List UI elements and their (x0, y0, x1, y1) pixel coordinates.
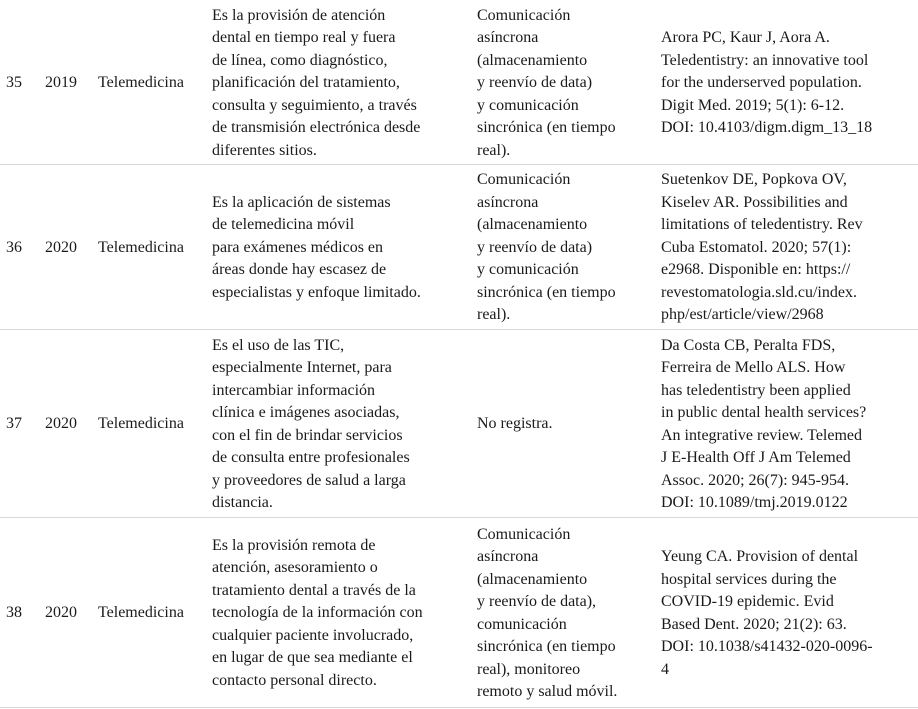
reference-line: for the underserved population. (661, 74, 862, 92)
definition-line: con el fin de brindar servicios (212, 426, 403, 444)
row-number: 36 (6, 238, 22, 256)
modality-line: y reenvío de data) (477, 74, 593, 92)
modality-line: (almacenamiento (477, 570, 588, 588)
modality-cell (477, 3, 657, 164)
modality-text (477, 524, 617, 704)
reference-line: has teledentistry been applied (661, 381, 851, 399)
modality-line: Comunicación (477, 525, 571, 543)
row-number-cell (6, 3, 36, 164)
definition-text (212, 535, 423, 693)
row-number: 35 (6, 74, 22, 92)
definition-line: intercambiar información (212, 381, 376, 399)
definition-line: de consulta entre profesionales (212, 449, 410, 466)
reference-line: COVID-19 epidemic. Evid (661, 593, 834, 610)
definition-line: de línea, como diagnóstico, (212, 51, 388, 69)
reference-line: Digit Med. 2019; 5(1): 6-12. (661, 96, 845, 114)
row-number: 37 (6, 415, 22, 433)
reference-line: Assoc. 2020; 26(7): 945-954. (661, 471, 849, 489)
modality-line: comunicación (477, 615, 567, 633)
definition-line: especialistas y enfoque limitado. (212, 283, 421, 301)
definition-line: Es la provisión de atención (212, 6, 386, 24)
definition-text (212, 335, 410, 515)
reference-line: revestomatologia.sld.cu/index. (661, 283, 857, 301)
row-number-cell (6, 520, 36, 707)
modality-line: sincrónica (en tiempo (477, 283, 616, 301)
modality-text (477, 5, 616, 163)
modality-line: sincrónica (en tiempo (477, 638, 616, 655)
term: Telemedicina (98, 74, 184, 92)
reference-line: Kiselev AR. Possibilities and (661, 193, 848, 211)
reference-line: An integrative review. Telemed (661, 426, 863, 444)
definition-line: consulta y seguimiento, a través (212, 96, 417, 114)
reference-line: limitations of teledentistry. Rev (661, 216, 863, 234)
definition-line: para exámenes médicos en (212, 238, 384, 256)
modality-line: (almacenamiento (477, 51, 588, 69)
definition-line: de transmisión electrónica desde (212, 119, 421, 137)
reference-line: in public dental health services? (661, 404, 867, 421)
term: Telemedicina (98, 604, 184, 622)
definition-line: planificación del tratamiento, (212, 74, 400, 92)
year: 2020 (45, 238, 77, 256)
row-number-cell (6, 167, 36, 329)
reference-line: Cuba Estomatol. 2020; 57(1): (661, 238, 852, 256)
definition-line: distancia. (212, 494, 273, 511)
reference-line: 4 (661, 660, 669, 678)
modality-text (477, 413, 553, 436)
definition-line: áreas donde hay escasez de (212, 261, 387, 279)
reference-cell (661, 332, 918, 517)
definition-text (212, 5, 420, 163)
modality-line: real), monitoreo (477, 660, 581, 678)
year-cell (45, 167, 93, 329)
modality-line: Comunicación (477, 171, 571, 189)
modality-line: y comunicación (477, 261, 579, 279)
term: Telemedicina (98, 238, 184, 256)
modality-cell (477, 167, 657, 329)
modality-text (477, 169, 616, 327)
definition-cell (212, 520, 474, 707)
term-cell (98, 520, 210, 707)
term-cell (98, 332, 210, 517)
reference-line: Yeung CA. Provision of dental (661, 548, 859, 565)
definition-line: en lugar de que sea mediante el (212, 649, 413, 667)
definition-line: atención, asesoramiento o (212, 559, 378, 577)
definition-line: tecnología de la información con (212, 604, 423, 622)
definition-line: cualquier paciente involucrado, (212, 626, 414, 644)
reference-line: Suetenkov DE, Popkova OV, (661, 171, 847, 189)
year: 2019 (45, 74, 77, 92)
reference-line: Teledentistry: an innovative tool (661, 51, 869, 69)
definition-line: contacto personal directo. (212, 671, 377, 689)
modality-line: y reenvío de data), (477, 593, 597, 610)
definition-line: Es la aplicación de sistemas (212, 193, 391, 211)
term-cell (98, 167, 210, 329)
year: 2020 (45, 604, 77, 622)
definition-line: tratamiento dental a través de la (212, 581, 416, 599)
year: 2020 (45, 415, 77, 433)
reference-line: DOI: 10.1089/tmj.2019.0122 (661, 494, 848, 511)
reference-line: J E-Health Off J Am Telemed (661, 449, 851, 466)
definition-cell (212, 3, 474, 164)
reference-text (661, 27, 872, 140)
definition-line: y proveedores de salud a larga (212, 471, 406, 489)
modality-line: asíncrona (477, 548, 539, 565)
reference-line: Based Dent. 2020; 21(2): 63. (661, 615, 847, 633)
definition-line: diferentes sitios. (212, 141, 317, 159)
modality-line: real). (477, 306, 511, 324)
reference-text (661, 169, 863, 327)
reference-cell (661, 520, 918, 707)
reference-line: e2968. Disponible en: https:// (661, 261, 851, 279)
modality-line: No registra. (477, 415, 553, 433)
reference-line: Ferreira de Mello ALS. How (661, 359, 846, 376)
reference-text (661, 335, 866, 515)
year-cell (45, 332, 93, 517)
table-row (0, 167, 918, 330)
reference-text (661, 546, 873, 681)
modality-line: (almacenamiento (477, 216, 588, 234)
year-cell (45, 520, 93, 707)
term: Telemedicina (98, 415, 184, 433)
definition-line: Es el uso de las TIC, (212, 336, 345, 354)
reference-line: DOI: 10.1038/s41432-020-0096- (661, 638, 873, 655)
modality-line: Comunicación (477, 6, 571, 24)
definition-cell (212, 167, 474, 329)
definition-line: clínica e imágenes asociadas, (212, 404, 400, 421)
definition-line: dental en tiempo real y fuera (212, 29, 396, 47)
modality-cell (477, 332, 657, 517)
row-number: 38 (6, 604, 22, 622)
reference-line: Da Costa CB, Peralta FDS, (661, 336, 836, 354)
reference-line: Arora PC, Kaur J, Aora A. (661, 29, 830, 47)
table-row (0, 3, 918, 165)
row-number-cell (6, 332, 36, 517)
modality-line: asíncrona (477, 29, 539, 47)
modality-line: remoto y salud móvil. (477, 683, 618, 700)
modality-line: y comunicación (477, 96, 579, 114)
reference-cell (661, 167, 918, 329)
reference-line: php/est/article/view/2968 (661, 306, 824, 324)
reference-cell (661, 3, 918, 164)
modality-line: sincrónica (en tiempo (477, 119, 616, 137)
modality-cell (477, 520, 657, 707)
table-row (0, 520, 918, 708)
definition-text (212, 192, 421, 305)
reference-line: DOI: 10.4103/digm.digm_13_18 (661, 119, 873, 137)
modality-line: real). (477, 141, 511, 159)
table-row (0, 332, 918, 518)
reference-line: hospital services during the (661, 570, 837, 588)
term-cell (98, 3, 210, 164)
definition-line: especialmente Internet, para (212, 359, 392, 376)
definition-line: de telemedicina móvil (212, 216, 355, 234)
definition-line: Es la provisión remota de (212, 536, 376, 554)
year-cell (45, 3, 93, 164)
modality-line: y reenvío de data) (477, 238, 593, 256)
definition-cell (212, 332, 474, 517)
modality-line: asíncrona (477, 193, 539, 211)
